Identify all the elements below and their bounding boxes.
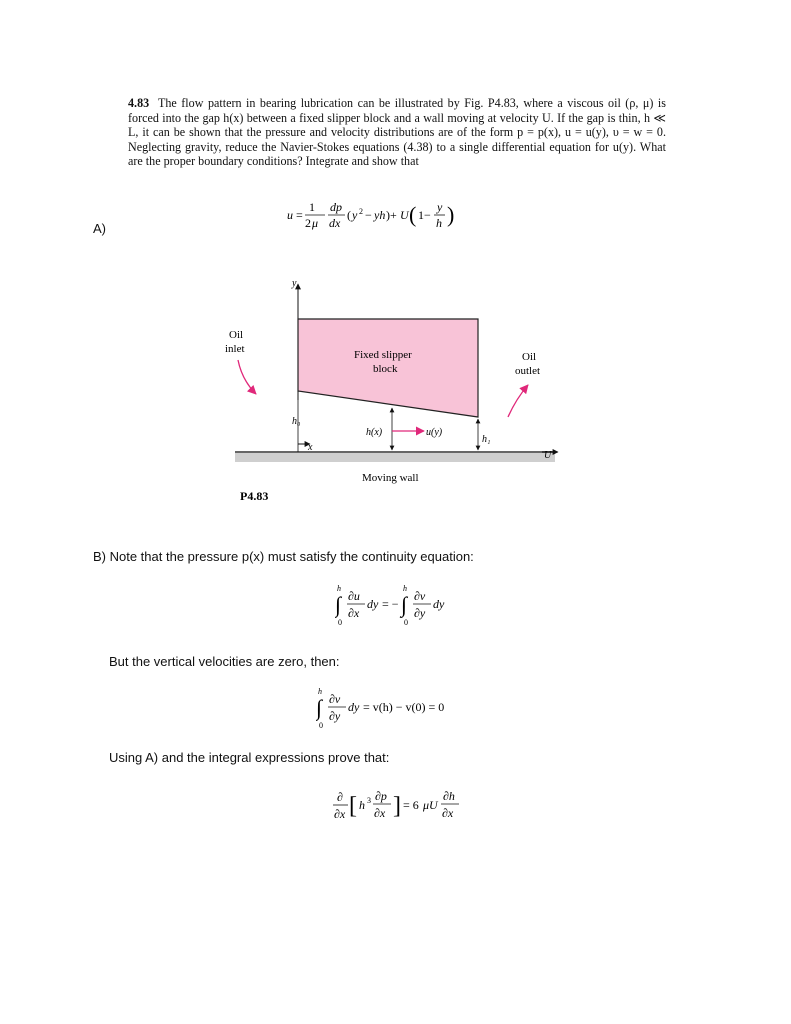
vertical-velocity-equation [316,686,486,730]
svg-text:dy: dy [433,597,445,611]
svg-text:h: h [337,584,341,593]
oil-outlet-line2: outlet [515,365,541,377]
h1-label: h₁ [482,434,491,445]
uy-label: u(y) [426,427,443,438]
svg-text:y: y [352,208,358,222]
svg-text:h: h [359,798,365,812]
figure-label: P4.83 [240,489,269,503]
svg-text:(: ( [347,208,351,222]
svg-text:dp: dp [330,200,342,214]
svg-text:∂x: ∂x [334,807,346,821]
svg-text:∂u: ∂u [348,589,360,603]
part-a-label: A) [93,221,106,236]
moving-wall-label: Moving wall [362,472,419,484]
oil-inlet-arrow [238,360,256,394]
svg-text:∫: ∫ [401,592,408,617]
svg-text:∂x: ∂x [348,606,360,620]
svg-text:h: h [318,687,322,696]
oil-inlet-line1: Oil [229,329,244,341]
svg-text:0: 0 [404,618,408,627]
svg-text:0: 0 [319,721,323,730]
svg-text:= 6: = 6 [403,798,419,812]
svg-text:h: h [436,216,442,230]
wall-velocity-label: U [544,450,552,461]
svg-text:∂y: ∂y [414,606,426,620]
svg-text:h: h [403,584,407,593]
svg-text:∫: ∫ [335,592,342,617]
vertical-velocity-text: But the vertical velocities are zero, then: [109,654,340,669]
svg-text:]: ] [393,793,401,819]
y-axis-label: y [292,278,297,289]
h0-label: h₀ [292,416,301,427]
svg-text:∂: ∂ [337,790,343,804]
oil-outlet-arrow [508,385,528,417]
svg-text:=: = [296,208,303,222]
svg-text:1−: 1− [418,208,431,222]
svg-text:0: 0 [338,618,342,627]
svg-text:u: u [287,208,293,222]
prove-text: Using A) and the integral expressions prove that: [109,750,390,765]
part-b-intro: B) Note that the pressure p(x) must satisfy the continuity equation: [93,549,474,564]
svg-text:dy: dy [348,700,360,714]
moving-wall-surface [235,452,555,462]
svg-text:= −: = − [382,597,399,611]
svg-text:∂p: ∂p [375,789,387,803]
figure-p4-83 [220,272,580,512]
velocity-profile-equation [285,198,495,232]
svg-text:∂v: ∂v [414,589,426,603]
svg-text:3: 3 [367,796,371,805]
svg-text:∂x: ∂x [442,806,454,820]
svg-text:[: [ [349,793,357,819]
svg-text:∂x: ∂x [374,806,386,820]
svg-text:μU: μU [423,798,438,812]
oil-outlet-line1: Oil [522,351,537,363]
svg-text:(: ( [409,202,417,227]
problem-text: The flow pattern in bearing lubrication can be illustrated by Fig. P4.83, where a viscous oil (ρ, μ) is forced into the gap h(x) between a fixed slipper block and a wall moving at velocity U. If the gap is thin, h ≪ L, it can be shown that the pressure and velocity distributions are of the form p = p(x), u = u(y), υ = w = 0. Neglecting gravity, reduce the Navier-Stokes equations (4.38) to a single differential equation for u(y). What are the proper boundary conditions? Integrate and show that [128,96,666,169]
svg-text:∂v: ∂v [329,692,341,706]
problem-statement [128,96,666,169]
svg-text:dx: dx [329,216,341,230]
svg-text:∂y: ∂y [329,709,341,723]
block-label-line1: Fixed slipper [354,349,412,361]
svg-text:)+: )+ [386,208,397,222]
hx-label: h(x) [366,427,383,438]
svg-text:2: 2 [359,207,363,216]
x-axis-label: x [308,442,313,453]
problem-number: 4.83 [128,96,150,110]
svg-text:∫: ∫ [316,695,323,720]
svg-text:2: 2 [305,216,311,230]
svg-text:∂h: ∂h [443,789,455,803]
reynolds-equation [331,785,471,829]
svg-text:yh: yh [374,208,386,222]
continuity-integral-equation [335,583,465,631]
svg-text:dy: dy [367,597,379,611]
oil-inlet-line2: inlet [225,343,245,355]
svg-text:): ) [447,202,455,227]
svg-text:y: y [437,200,443,214]
svg-text:μ: μ [312,216,319,230]
svg-text:U: U [400,208,409,222]
svg-text:1: 1 [309,200,315,214]
svg-text:−: − [365,208,372,222]
svg-text:= v(h) − v(0) = 0: = v(h) − v(0) = 0 [363,700,445,714]
block-label-line2: block [373,363,398,375]
